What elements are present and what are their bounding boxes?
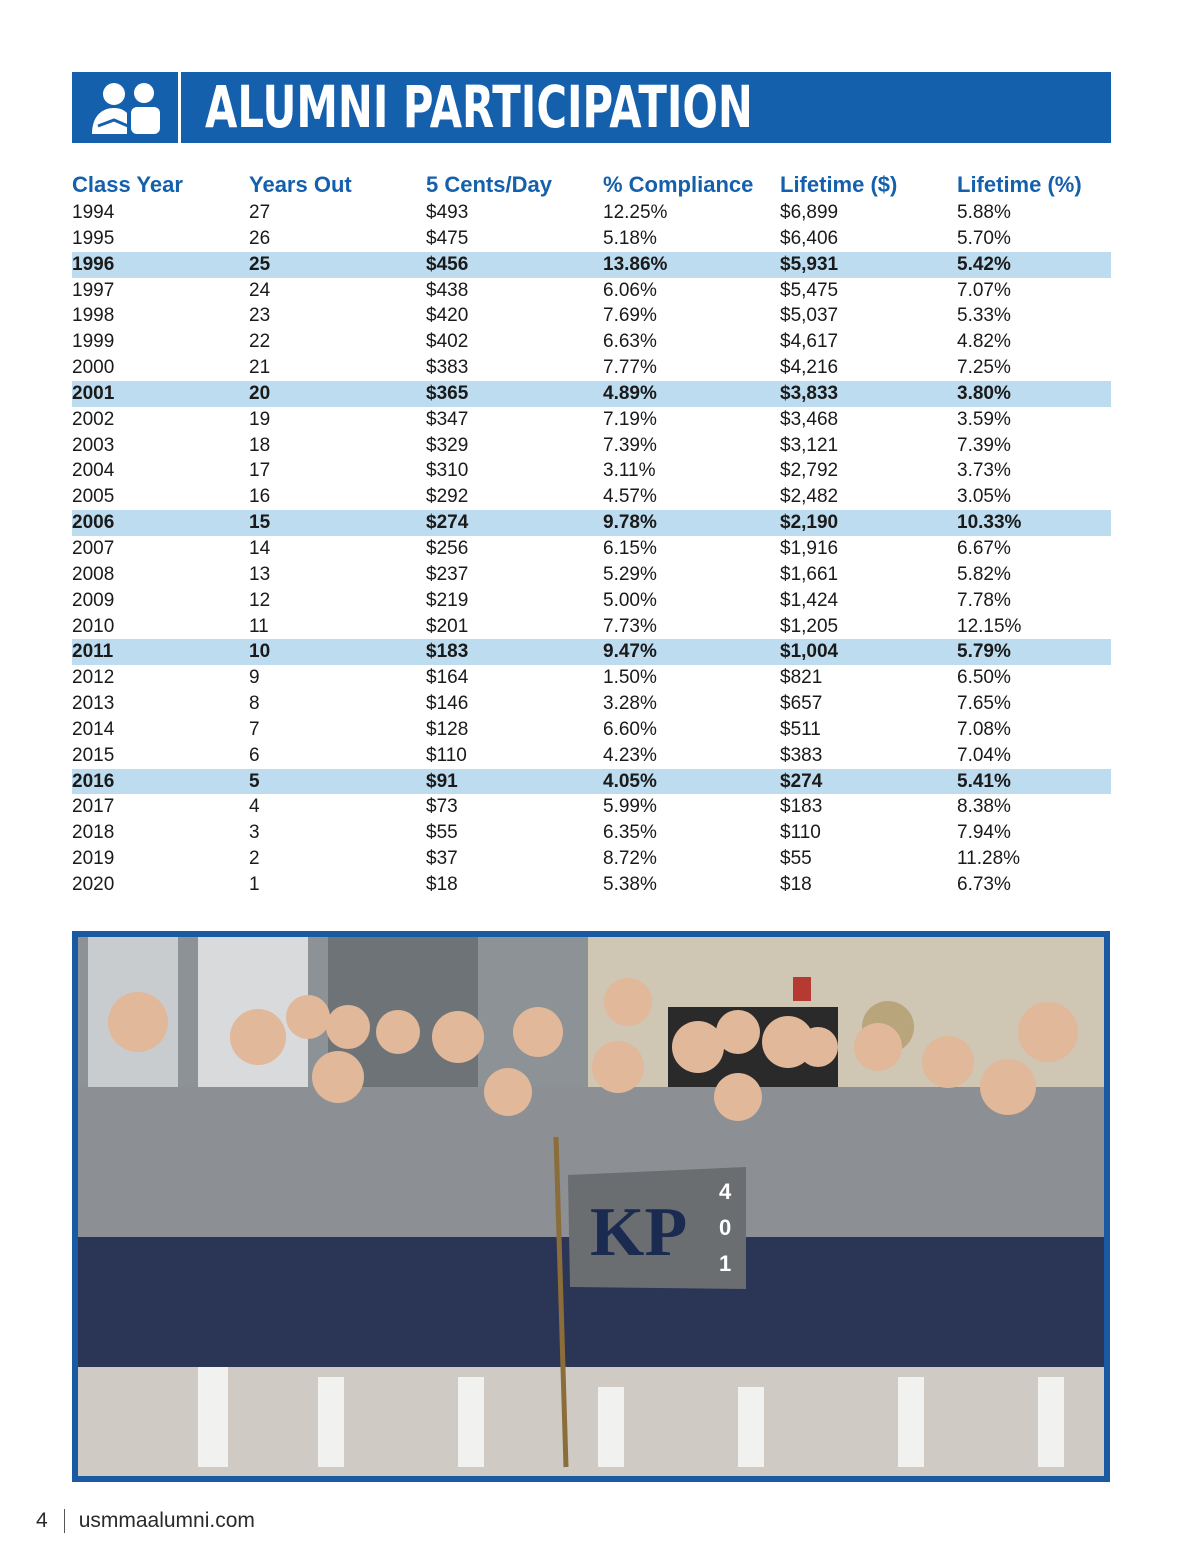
table-cell: 12.25% bbox=[603, 202, 668, 223]
table-cell: 3.80% bbox=[957, 381, 1111, 407]
table-cell: 4 bbox=[249, 796, 260, 818]
table-cell: 2008 bbox=[72, 563, 115, 585]
table-row bbox=[72, 200, 1111, 226]
table-cell: 7.39% bbox=[957, 434, 1011, 456]
table-row bbox=[72, 769, 1111, 795]
table-cell: 7.78% bbox=[957, 589, 1011, 611]
table-cell: 2 bbox=[249, 848, 260, 870]
table-cell: 4.05% bbox=[603, 769, 780, 795]
table-cell: 6.50% bbox=[957, 667, 1011, 689]
table-cell: 6.63% bbox=[603, 331, 657, 353]
table-cell: $347 bbox=[426, 408, 469, 430]
table-cell: 5.41% bbox=[957, 769, 1111, 795]
table-cell: $821 bbox=[780, 667, 823, 689]
table-cell: 7.69% bbox=[603, 305, 657, 327]
table-cell: 5.70% bbox=[957, 227, 1011, 249]
table-cell: 7.65% bbox=[957, 693, 1011, 715]
table-cell: 21 bbox=[249, 357, 271, 379]
table-cell: $256 bbox=[426, 537, 469, 559]
table-cell: 2016 bbox=[72, 769, 249, 795]
table-cell: 1994 bbox=[72, 202, 115, 223]
table-cell: $1,424 bbox=[780, 589, 839, 611]
table-cell: 5.82% bbox=[957, 563, 1011, 585]
table-cell: $3,833 bbox=[780, 381, 957, 407]
table-cell: 24 bbox=[249, 279, 271, 301]
table-cell: $91 bbox=[426, 769, 603, 795]
table-cell: 3.59% bbox=[957, 408, 1011, 430]
table-cell: 8.72% bbox=[603, 848, 657, 870]
table-row bbox=[72, 588, 1111, 614]
table-cell: 5.42% bbox=[957, 252, 1111, 278]
table-cell: 1996 bbox=[72, 252, 249, 278]
table-cell: 11.28% bbox=[957, 848, 1021, 870]
table-cell: 6.35% bbox=[603, 822, 657, 844]
table-cell: $18 bbox=[426, 873, 458, 895]
table-cell: 2012 bbox=[72, 667, 115, 689]
table-cell: $329 bbox=[426, 434, 469, 456]
table-cell: $493 bbox=[426, 202, 469, 223]
table-row bbox=[72, 355, 1111, 381]
table-cell: $456 bbox=[426, 252, 603, 278]
table-row bbox=[72, 252, 1111, 278]
table-cell: $18 bbox=[780, 873, 812, 895]
table-cell: $128 bbox=[426, 718, 469, 740]
table-cell: 6.15% bbox=[603, 537, 657, 559]
table-row bbox=[72, 510, 1111, 536]
table-cell: 7.04% bbox=[957, 744, 1011, 766]
table-cell: 2005 bbox=[72, 486, 115, 508]
table-row bbox=[72, 484, 1111, 510]
column-header: % Compliance bbox=[603, 172, 754, 197]
table-row bbox=[72, 872, 1111, 898]
table-cell: $237 bbox=[426, 563, 469, 585]
table-cell: $110 bbox=[780, 822, 821, 844]
table-cell: $292 bbox=[426, 486, 469, 508]
table-cell: 2019 bbox=[72, 848, 115, 870]
table-cell: $1,205 bbox=[780, 615, 839, 637]
table-cell: 2006 bbox=[72, 510, 249, 536]
people-icon bbox=[72, 72, 178, 143]
table-cell: 7.19% bbox=[603, 408, 657, 430]
table-cell: $438 bbox=[426, 279, 469, 301]
table-cell: 17 bbox=[249, 460, 271, 482]
table-cell: 26 bbox=[249, 227, 271, 249]
table-cell: 2013 bbox=[72, 693, 115, 715]
table-cell: 7.25% bbox=[957, 357, 1011, 379]
table-cell: 6 bbox=[249, 744, 260, 766]
table-cell: 6.73% bbox=[957, 873, 1011, 895]
table-cell: 2018 bbox=[72, 822, 115, 844]
table-cell: 2002 bbox=[72, 408, 115, 430]
page-number: 4 bbox=[36, 1509, 48, 1532]
table-cell: $383 bbox=[426, 357, 469, 379]
table-cell: 10 bbox=[249, 639, 426, 665]
table-cell: $274 bbox=[780, 769, 957, 795]
table-cell: $365 bbox=[426, 381, 603, 407]
table-cell: 13.86% bbox=[603, 252, 780, 278]
table-cell: 8 bbox=[249, 693, 260, 715]
table-cell: 22 bbox=[249, 331, 271, 353]
table-cell: 27 bbox=[249, 202, 271, 223]
table-cell: 5.99% bbox=[603, 796, 657, 818]
table-row bbox=[72, 665, 1111, 691]
table-row bbox=[72, 562, 1111, 588]
table-cell: 19 bbox=[249, 408, 271, 430]
table-cell: 6.60% bbox=[603, 718, 657, 740]
table-cell: 5.00% bbox=[603, 589, 657, 611]
table-cell: 4.82% bbox=[957, 331, 1011, 353]
table-cell: 4.23% bbox=[603, 744, 657, 766]
table-row bbox=[72, 407, 1111, 433]
table-cell: 2007 bbox=[72, 537, 115, 559]
table-cell: 5 bbox=[249, 769, 426, 795]
table-cell: 5.29% bbox=[603, 563, 657, 585]
table-cell: 2001 bbox=[72, 381, 249, 407]
table-header-row bbox=[72, 170, 1111, 200]
table-cell: $55 bbox=[426, 822, 458, 844]
table-cell: 3.05% bbox=[957, 486, 1011, 508]
table-cell: 1 bbox=[249, 873, 260, 895]
table-cell: 2000 bbox=[72, 357, 115, 379]
column-header: Class Year bbox=[72, 172, 183, 197]
table-cell: 1997 bbox=[72, 279, 115, 301]
table-cell: $1,004 bbox=[780, 639, 957, 665]
table-cell: 4.89% bbox=[603, 381, 780, 407]
table-cell: 12.15% bbox=[957, 615, 1022, 637]
table-row bbox=[72, 329, 1111, 355]
table-cell: 12 bbox=[249, 589, 271, 611]
table-cell: $5,475 bbox=[780, 279, 839, 301]
table-cell: $110 bbox=[426, 744, 467, 766]
table-cell: 1999 bbox=[72, 331, 115, 353]
table-cell: 7.39% bbox=[603, 434, 657, 456]
table-cell: $201 bbox=[426, 615, 469, 637]
table-cell: 7.07% bbox=[957, 279, 1011, 301]
page-title: ALUMNI PARTICIPATION bbox=[205, 73, 753, 141]
table-cell: 2014 bbox=[72, 718, 115, 740]
flag-digit-1: 4 bbox=[719, 1179, 732, 1204]
table-cell: $183 bbox=[426, 639, 603, 665]
table-cell: $475 bbox=[426, 227, 469, 249]
flag-letters: KP bbox=[590, 1194, 688, 1271]
table-row bbox=[72, 278, 1111, 304]
group-photo bbox=[78, 937, 1104, 1476]
table-cell: $402 bbox=[426, 331, 469, 353]
table-cell: 5.79% bbox=[957, 639, 1111, 665]
table-row bbox=[72, 614, 1111, 640]
table-cell: 11 bbox=[249, 615, 269, 637]
table-row bbox=[72, 846, 1111, 872]
table-cell: $146 bbox=[426, 693, 469, 715]
table-cell: 2004 bbox=[72, 460, 115, 482]
table-cell: $73 bbox=[426, 796, 458, 818]
table-cell: 4.57% bbox=[603, 486, 657, 508]
table-cell: $183 bbox=[780, 796, 823, 818]
table-cell: $274 bbox=[426, 510, 603, 536]
footer-link[interactable]: usmmaalumni.com bbox=[78, 1509, 255, 1532]
table-row bbox=[72, 226, 1111, 252]
table-cell: 20 bbox=[249, 381, 426, 407]
table-row bbox=[72, 536, 1111, 562]
table-cell: 23 bbox=[249, 305, 271, 327]
table-cell: $6,899 bbox=[780, 202, 839, 223]
column-header: Years Out bbox=[249, 172, 352, 197]
table-cell: $310 bbox=[426, 460, 469, 482]
table-cell: $1,916 bbox=[780, 537, 839, 559]
table-cell: 9 bbox=[249, 667, 260, 689]
table-cell: $6,406 bbox=[780, 227, 839, 249]
table-cell: 7.77% bbox=[603, 357, 657, 379]
table-cell: 5.18% bbox=[603, 227, 657, 249]
table-row bbox=[72, 381, 1111, 407]
table-cell: 2020 bbox=[72, 873, 115, 895]
table-cell: 6.06% bbox=[603, 279, 657, 301]
table-row bbox=[72, 691, 1111, 717]
table-cell: 14 bbox=[249, 537, 271, 559]
table-cell: 7.73% bbox=[603, 615, 657, 637]
table-cell: $420 bbox=[426, 305, 469, 327]
table-cell: 1998 bbox=[72, 305, 115, 327]
table-cell: 25 bbox=[249, 252, 426, 278]
table-cell: $511 bbox=[780, 718, 821, 740]
table-cell: 5.38% bbox=[603, 873, 657, 895]
table-cell: $657 bbox=[780, 693, 823, 715]
section-banner bbox=[72, 72, 1111, 143]
table-cell: $2,190 bbox=[780, 510, 957, 536]
group-photo-frame bbox=[72, 931, 1110, 1482]
table-body bbox=[72, 200, 1111, 898]
table-cell: 3.28% bbox=[603, 693, 657, 715]
table-row bbox=[72, 303, 1111, 329]
table-cell: $3,468 bbox=[780, 408, 839, 430]
table-cell: 2015 bbox=[72, 744, 115, 766]
table-cell: $2,792 bbox=[780, 460, 839, 482]
table-cell: 5.88% bbox=[957, 202, 1011, 223]
table-cell: 2009 bbox=[72, 589, 115, 611]
table-row bbox=[72, 820, 1111, 846]
table-cell: 13 bbox=[249, 563, 271, 585]
column-header: Lifetime (%) bbox=[957, 172, 1082, 197]
table-cell: $4,617 bbox=[780, 331, 839, 353]
table-cell: $3,121 bbox=[780, 434, 839, 456]
table-cell: $37 bbox=[426, 848, 458, 870]
flag-digit-2: 0 bbox=[719, 1215, 732, 1240]
page-footer bbox=[36, 1506, 255, 1536]
table-cell: $2,482 bbox=[780, 486, 839, 508]
banner-divider bbox=[178, 72, 181, 143]
table-row bbox=[72, 743, 1111, 769]
table-cell: $4,216 bbox=[780, 357, 839, 379]
table-cell: $383 bbox=[780, 744, 823, 766]
table-row bbox=[72, 433, 1111, 459]
table-row bbox=[72, 717, 1111, 743]
table-cell: 7.08% bbox=[957, 718, 1011, 740]
table-cell: 1.50% bbox=[603, 667, 657, 689]
table-cell: 2017 bbox=[72, 796, 115, 818]
column-header: 5 Cents/Day bbox=[426, 172, 552, 197]
table-cell: 9.47% bbox=[603, 639, 780, 665]
table-cell: 7 bbox=[249, 718, 260, 740]
footer-divider bbox=[64, 1509, 65, 1533]
table-row bbox=[72, 794, 1111, 820]
table-cell: $219 bbox=[426, 589, 469, 611]
table-cell: 16 bbox=[249, 486, 271, 508]
table-row bbox=[72, 458, 1111, 484]
table-cell: 15 bbox=[249, 510, 426, 536]
table-cell: 5.33% bbox=[957, 305, 1011, 327]
table-cell: 7.94% bbox=[957, 822, 1011, 844]
table-cell: $55 bbox=[780, 848, 812, 870]
table-row bbox=[72, 639, 1111, 665]
table-cell: 8.38% bbox=[957, 796, 1011, 818]
table-cell: $1,661 bbox=[780, 563, 839, 585]
table-cell: $164 bbox=[426, 667, 469, 689]
table-cell: $5,931 bbox=[780, 252, 957, 278]
table-cell: 6.67% bbox=[957, 537, 1011, 559]
table-cell: 1995 bbox=[72, 227, 115, 249]
table-cell: 3.73% bbox=[957, 460, 1011, 482]
table-cell: 2003 bbox=[72, 434, 115, 456]
table-cell: 2011 bbox=[72, 639, 249, 665]
column-header: Lifetime ($) bbox=[780, 172, 898, 197]
participation-table bbox=[72, 170, 1111, 898]
flag-digit-3: 1 bbox=[719, 1251, 732, 1276]
table-cell: 3 bbox=[249, 822, 260, 844]
table-cell: 3.11% bbox=[603, 460, 656, 482]
table-cell: 10.33% bbox=[957, 510, 1111, 536]
table-cell: 9.78% bbox=[603, 510, 780, 536]
table-cell: $5,037 bbox=[780, 305, 839, 327]
table-cell: 18 bbox=[249, 434, 271, 456]
table-cell: 2010 bbox=[72, 615, 115, 637]
